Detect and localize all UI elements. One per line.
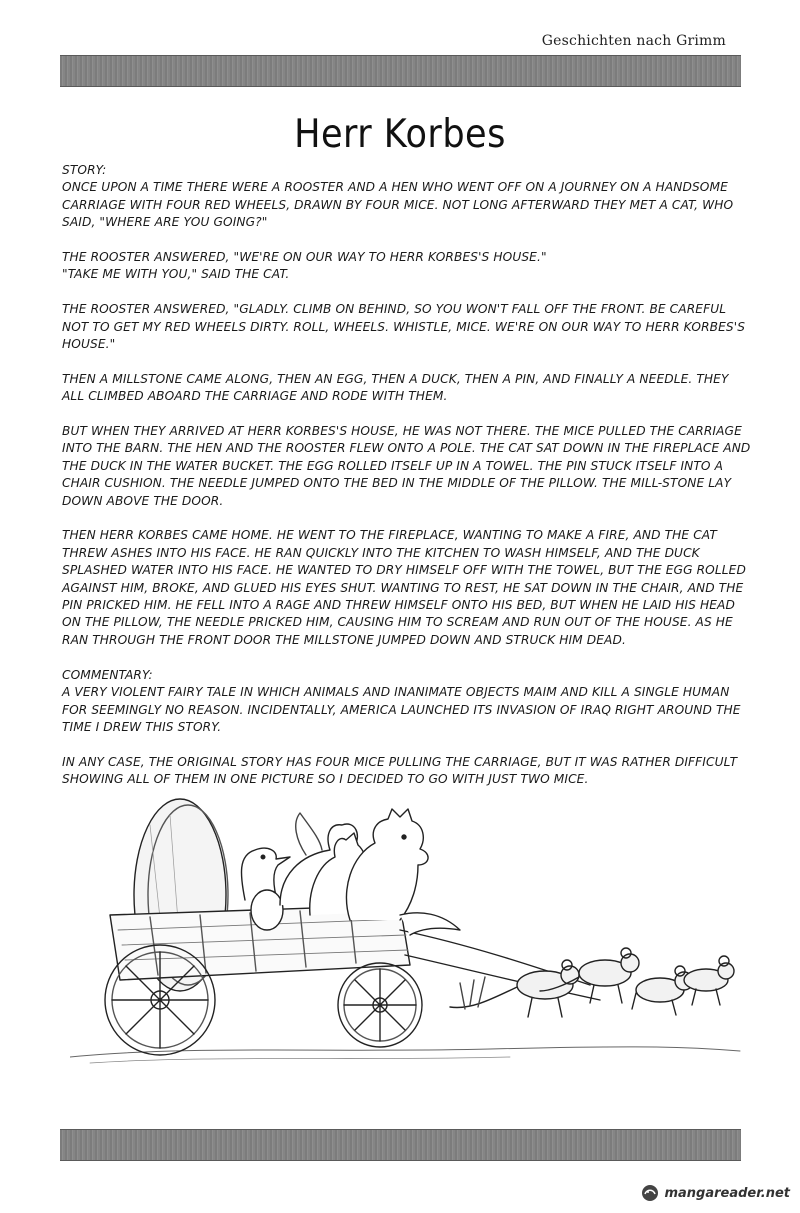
- mouse-one: [450, 960, 579, 1017]
- mouse-three: [632, 966, 693, 1015]
- story-paragraph: THEN A MILLSTONE CAME ALONG, THEN AN EGG, THEN A DUCK, THEN A PIN, AND FINALLY A NEEDLE. THEY ALL CLIMBED ABOARD THE CARRIAGE AND RODE WITH THEM.: [62, 371, 729, 404]
- story-paragraph: BUT WHEN THEY ARRIVED AT HERR KORBES'S HOUSE, HE WAS NOT THERE. THE MICE PULLED THE CARRIAGE INTO THE BARN. THE HEN AND THE ROOSTER FLEW ONTO A POLE. THE CAT SAT DOWN IN THE FIREPLACE AND THE DUCK IN THE WATER BUCKET. THE EGG ROLLED ITSELF UP IN A TOWEL. THE PIN STUCK ITSELF INTO A CHAIR CUSHION. THE NEEDLE JUMPED ONTO THE BED IN THE MIDDLE OF THE PILLOW. THE MILL-STONE LAY DOWN ABOVE THE DOOR.: [62, 424, 751, 508]
- header-band: [60, 55, 741, 87]
- carriage-illustration: [70, 795, 750, 1075]
- footer-band: [60, 1129, 741, 1161]
- story-paragraph: THE ROOSTER ANSWERED, "GLADLY. CLIMB ON BEHIND, SO YOU WON'T FALL OFF THE FRONT. BE CAREFUL NOT TO GET MY RED WHEELS DIRTY. ROLL, WHEELS. WHISTLE, MICE. WE'RE ON OUR WAY TO HERR KORBES'S HOUSE.": [62, 302, 746, 352]
- commentary-label: COMMENTARY:: [62, 667, 153, 682]
- story-paragraph: THEN HERR KORBES CAME HOME. HE WENT TO THE FIREPLACE, WANTING TO MAKE A FIRE, AND THE CAT THREW ASHES INTO HIS FACE. HE RAN QUICKLY INTO THE KITCHEN TO WASH HIMSELF, AND THE DUCK SPLASHED WATER INTO HIS FACE. HE WANTED TO DRY HIMSELF OFF WITH THE TOWEL, BUT THE EGG ROLLED AGAINST HIM, BROKE, AND GLUED HIS EYES SHUT. WANTING TO REST, HE SAT DOWN IN THE CHAIR, AND THE PIN PRICKED HIM. HE FELL INTO A RAGE AND THREW HIMSELF ONTO HIS BED, BUT WHEN HE LAID HIS HEAD ON THE PILLOW, THE NEEDLE PRICKED HIM, CAUSING HIM TO SCREAM AND RUN OUT OF THE HOUSE. AS HE RAN THROUGH THE FRONT DOOR THE MILLSTONE JUMPED DOWN AND STRUCK HIM DEAD.: [62, 528, 746, 647]
- front-wheel: [338, 963, 422, 1047]
- commentary-paragraph: IN ANY CASE, THE ORIGINAL STORY HAS FOUR MICE PULLING THE CARRIAGE, BUT IT WAS RATHER DIFFICULT SHOWING ALL OF THEM IN ONE PICTURE SO I DECIDED TO GO WITH JUST TWO MICE.: [62, 754, 738, 787]
- story-paragraph: THE ROOSTER ANSWERED, "WE'RE ON OUR WAY TO HERR KORBES'S HOUSE." "TAKE ME WITH YOU," SAID THE CAT.: [62, 250, 547, 282]
- series-title: Geschichten nach Grimm: [541, 33, 726, 49]
- commentary-paragraph: A VERY VIOLENT FAIRY TALE IN WHICH ANIMALS AND INANIMATE OBJECTS MAIM AND KILL A SINGLE HUMAN FOR SEEMINGLY NO REASON. INCIDENTALLY, AMERICA LAUNCHED ITS INVASION OF IRAQ RIGHT AROUND THE TIME I DREW THIS STORY.: [62, 685, 741, 734]
- rear-wheel: [105, 945, 215, 1055]
- watermark-text: mangareader.net: [664, 1185, 790, 1201]
- story-text: [62, 162, 752, 806]
- manga-reader-logo-icon: [640, 1183, 660, 1203]
- story-paragraph: ONCE UPON A TIME THERE WERE A ROOSTER AND A HEN WHO WENT OFF ON A JOURNEY ON A HANDSOME CARRIAGE WITH FOUR RED WHEELS, DRAWN BY FOUR MICE. NOT LONG AFTERWARD THEY MET A CAT, WHO SAID, "WHERE ARE YOU GOING?": [62, 180, 734, 230]
- story-label: STORY:: [62, 163, 107, 177]
- mouse-four: [684, 956, 734, 1005]
- page-title: Herr Korbes: [294, 112, 506, 157]
- watermark: [640, 1183, 790, 1203]
